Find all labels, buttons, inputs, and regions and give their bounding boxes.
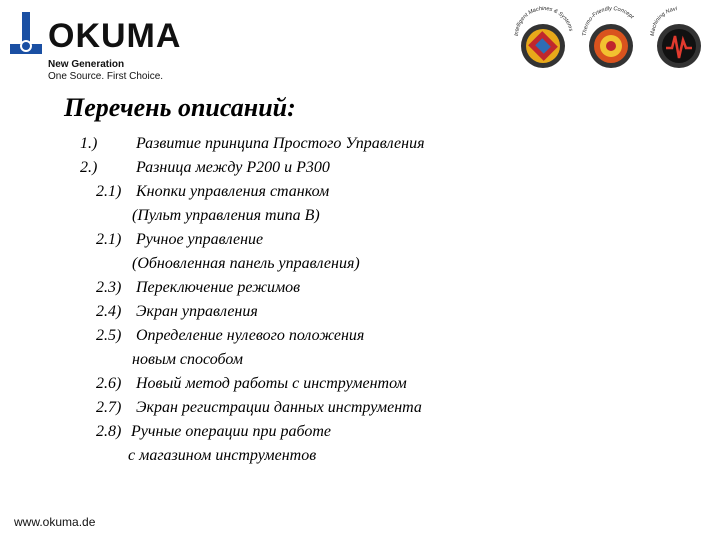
list-item-number: 2.1) — [96, 183, 122, 200]
list-item-number: 2.6) — [96, 375, 122, 392]
list-item-text: Экран регистрации данных инструмента — [136, 399, 422, 416]
list-item-number: 2.8) — [96, 423, 122, 440]
badge-1-caption: Intelligent Machines & Systems — [513, 5, 574, 37]
list-item-number: 2.5) — [96, 327, 122, 344]
list-item-number: 2.4) — [96, 303, 122, 320]
logo-wordmark: OKUMA — [48, 17, 182, 55]
list-item-text: Кнопки управления станком — [136, 183, 330, 200]
list-item-text: Определение нулевого положения — [136, 327, 365, 344]
list-item-text: Развитие принципа Простого Управления — [136, 135, 425, 152]
page-title: Перечень описаний: — [64, 93, 296, 122]
svg-text:Thermo-Friendly Concept — [582, 6, 635, 36]
badge-3-caption: Machining Navi — [649, 6, 678, 37]
list-item-text: Новый метод работы с инструментом — [136, 375, 407, 392]
list-item-number: 1.) — [80, 135, 98, 152]
feature-badges — [512, 2, 712, 82]
okuma-logo — [8, 6, 208, 58]
list-item-text: (Обновленная панель управления) — [132, 255, 360, 272]
list-item-number: 2.) — [80, 159, 98, 176]
list-item-text: (Пульт управления типа B) — [132, 207, 320, 224]
list-item-text: Разница между P200 и P300 — [136, 159, 330, 176]
list-item-number: 2.7) — [96, 399, 122, 416]
badge-captions — [512, 2, 712, 42]
okuma-logo-mark-icon — [8, 6, 48, 58]
badge-2-caption: Thermo-Friendly Concept — [581, 5, 635, 37]
list-item-text: с магазином инструментов — [128, 447, 317, 464]
tagline-new-generation: New Generation — [48, 59, 125, 70]
list-item-text: новым способом — [132, 351, 243, 368]
website-link[interactable]: www.okuma.de — [14, 515, 96, 529]
list-item-text: Ручные операции при работе — [131, 423, 331, 440]
list-item-text: Ручное управление — [136, 231, 264, 248]
list-item-text: Экран управления — [136, 303, 258, 320]
list-item-text: Переключение режимов — [136, 279, 301, 296]
svg-text:Machining Navi — [650, 6, 678, 36]
list-item-number: 2.3) — [96, 279, 122, 296]
svg-text:Intelligent Machines & Systems — [514, 6, 574, 36]
tagline-one-source: One Source. First Choice. — [48, 71, 164, 82]
list-item-number: 2.1) — [96, 231, 122, 248]
